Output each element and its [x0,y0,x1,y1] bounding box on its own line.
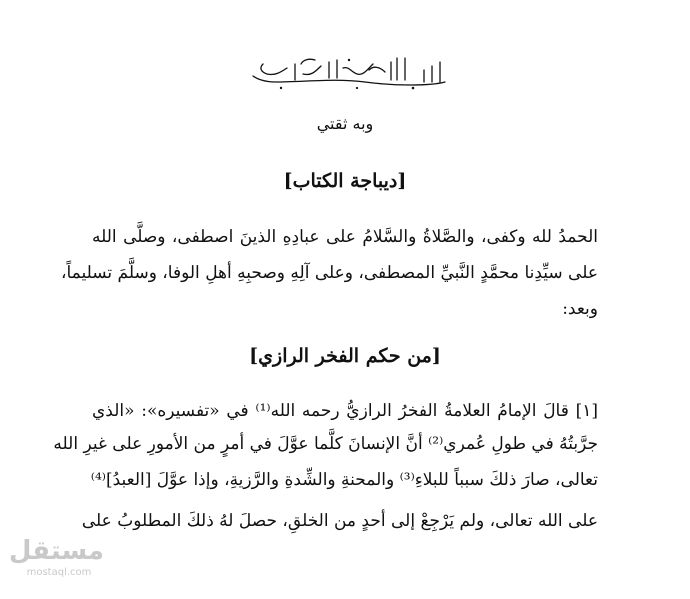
heading-book-preface: [ديباجة الكتاب] [283,170,407,192]
intro-line: الحمدُ لله وكفى، والصَّلاةُ والسَّلامُ على عبادِهِ الذينَ اصطفى، وصلَّى الله [92,227,598,247]
watermark-logo-text: مستقل [8,536,104,566]
intro-line: وبعد: [562,299,598,319]
mostaql-watermark [8,535,104,579]
heading-razi-wisdom: [من حكم الفخر الرازي] [249,345,441,367]
intro-line: على سيِّدِنا محمَّدٍ النَّبيِّ المصطفى، وعلى آلِهِ وصحبِهِ أهلِ الوفا، وسلَّمَ تسليماً، [60,263,598,283]
body-line: جرَّبتُهُ في طولِ عُمري⁽²⁾ أنَّ الإنسانَ كلَّما عوَّلَ في أمرٍ من الأمورِ على غيرِ الله [53,434,598,454]
body-line: تعالى، صارَ ذلكَ سبباً للبلاءِ⁽³⁾ والمحنةِ والشِّدةِ والرَّزيةِ، وإذا عوَّلَ [العبدُ]⁽⁴⁾ [90,470,598,490]
invocation-line: وبه ثقتي [316,114,374,133]
body-line: [١] قالَ الإمامُ العلامةُ الفخرُ الرازيُّ رحمه الله⁽¹⁾ في «تفسيره»: «الذي [92,401,598,421]
basmala-calligraphy-icon [245,52,455,94]
watermark-url: mostaql.com [26,567,92,578]
basmala-calligraphy [245,52,455,94]
body-line: على الله تعالى، ولم يَرْجِعْ إلى أحدٍ من الخلقِ، حصلَ لهُ ذلكَ المطلوبُ على [81,511,598,531]
